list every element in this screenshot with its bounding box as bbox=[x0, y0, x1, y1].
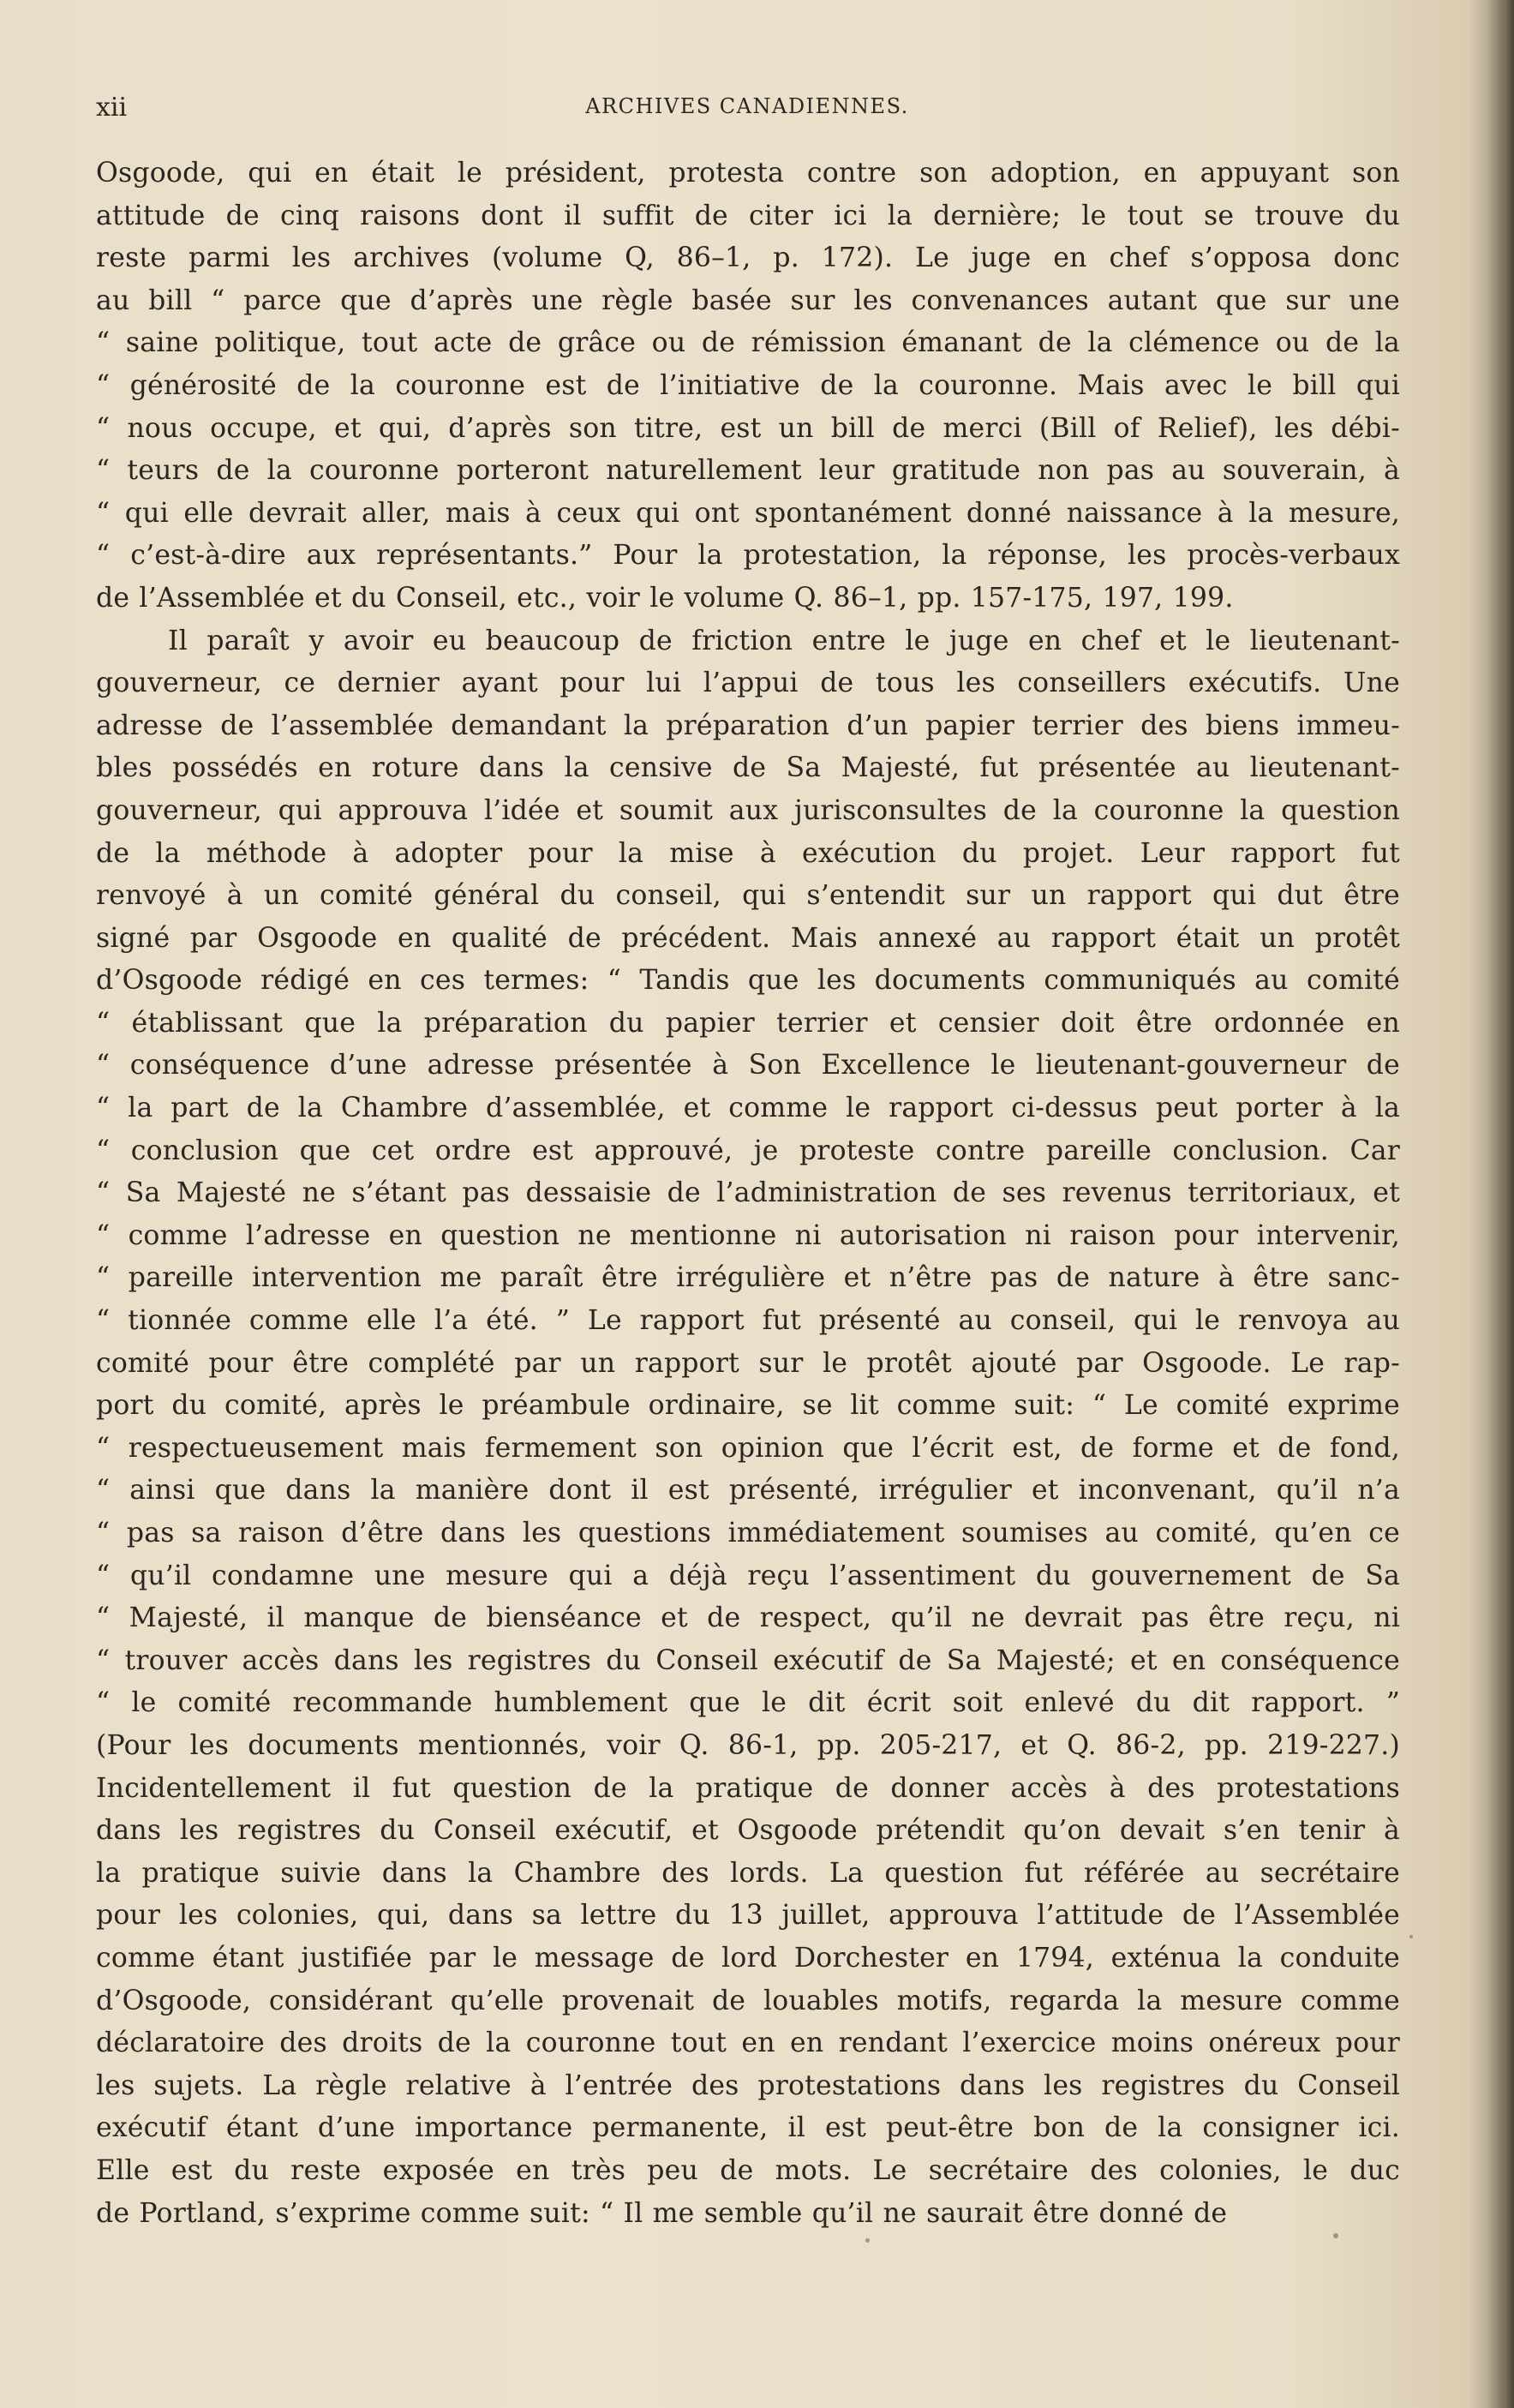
text-line: Incidentellement il fut question de la pratique de donner accès à des protestations bbox=[96, 1772, 1400, 1804]
page-number: xii bbox=[96, 93, 128, 123]
text-line: “ qui elle devrait aller, mais à ceux qui ont spontanément donné naissance à la mesure, bbox=[96, 497, 1400, 529]
text-line: “ tionnée comme elle l’a été. ” Le rapport fut présenté au conseil, qui le renvoya au bbox=[96, 1305, 1400, 1337]
text-line: les sujets. La règle relative à l’entrée des protestations dans les registres du Conseil bbox=[96, 2070, 1400, 2101]
text-line: comme étant justifiée par le message de lord Dorchester en 1794, exténua la conduite bbox=[96, 1942, 1400, 1974]
page-header bbox=[96, 93, 1398, 127]
text-line: “ respectueusement mais fermement son opinion que l’écrit est, de forme et de fond, bbox=[96, 1432, 1400, 1464]
text-line: gouverneur, ce dernier ayant pour lui l’appui de tous les conseillers exécutifs. Une bbox=[96, 668, 1400, 699]
text-line: port du comité, après le préambule ordinaire, se lit comme suit: “ Le comité exprime bbox=[96, 1390, 1400, 1422]
text-line: Elle est du reste exposée en très peu de mots. Le secrétaire des colonies, le duc bbox=[96, 2154, 1400, 2186]
text-line: exécutif étant d’une importance permanente, il est peut-être bon de la consigner ici. bbox=[96, 2112, 1400, 2144]
text-line: déclaratoire des droits de la couronne tout en en rendant l’exercice moins onéreux pour bbox=[96, 2028, 1400, 2059]
text-line: “ c’est-à-dire aux représentants.” Pour la protestation, la réponse, les procès-verbaux bbox=[96, 540, 1400, 572]
paragraph-2 bbox=[96, 620, 1400, 2236]
text-line: “ ainsi que dans la manière dont il est présenté, irrégulier et inconvenant, qu’il n’a bbox=[96, 1475, 1400, 1506]
text-line: “ générosité de la couronne est de l’initiative de la couronne. Mais avec le bill qui bbox=[96, 369, 1400, 401]
paper-speck bbox=[865, 2238, 870, 2243]
text-line: d’Osgoode rédigé en ces termes: “ Tandis que les documents communiqués au comité bbox=[96, 965, 1400, 997]
text-line: comité pour être complété par un rapport sur le protêt ajouté par Osgoode. Le rap- bbox=[96, 1347, 1400, 1379]
paper-speck bbox=[1333, 2233, 1338, 2238]
text-line: pour les colonies, qui, dans sa lettre du 13 juillet, approuva l’attitude de l’Assemblée bbox=[96, 1900, 1400, 1932]
text-line: “ conclusion que cet ordre est approuvé, je proteste contre pareille conclusion. Car bbox=[96, 1135, 1400, 1166]
running-head: ARCHIVES CANADIENNES. bbox=[585, 94, 909, 118]
text-line: d’Osgoode, considérant qu’elle provenait de louables motifs, regarda la mesure comme bbox=[96, 1985, 1400, 2016]
text-line: de Portland, s’exprime comme suit: “ Il me semble qu’il ne saurait être donné de bbox=[96, 2197, 1228, 2229]
text-line: “ Sa Majesté ne s’étant pas dessaisie de l’administration de ses revenus territoriaux, et bbox=[96, 1177, 1400, 1209]
text-line: au bill “ parce que d’après une règle basée sur les convenances autant que sur une bbox=[96, 285, 1400, 316]
text-line: “ qu’il condamne une mesure qui a déjà reçu l’assentiment du gouvernement de Sa bbox=[96, 1560, 1400, 1591]
text-line: “ trouver accès dans les registres du Conseil exécutif de Sa Majesté; et en conséquence bbox=[96, 1644, 1400, 1676]
text-line: gouverneur, qui approuva l’idée et soumit aux jurisconsultes de la couronne la question bbox=[96, 794, 1400, 826]
text-line: de la méthode à adopter pour la mise à exécution du projet. Leur rapport fut bbox=[96, 837, 1400, 869]
text-line: attitude de cinq raisons dont il suffit de citer ici la dernière; le tout se trouve du bbox=[96, 200, 1400, 231]
text-line: “ le comité recommande humblement que le dit écrit soit enlevé du dit rapport. ” bbox=[96, 1687, 1400, 1719]
text-line: dans les registres du Conseil exécutif, et Osgoode prétendit qu’on devait s’en tenir à bbox=[96, 1815, 1400, 1847]
text-line: “ teurs de la couronne porteront naturellement leur gratitude non pas au souverain, à bbox=[96, 455, 1400, 487]
text-line: “ nous occupe, et qui, d’après son titre, est un bill de merci (Bill of Relief), les débi- bbox=[96, 412, 1400, 444]
text-line: “ pas sa raison d’être dans les questions immédiatement soumises au comité, qu’en ce bbox=[96, 1518, 1400, 1548]
text-line: adresse de l’assemblée demandant la préparation d’un papier terrier des biens immeu- bbox=[96, 710, 1400, 741]
page-edge-shadow bbox=[1488, 0, 1514, 2408]
text-line: renvoyé à un comité général du conseil, qui s’entendit sur un rapport qui dut être bbox=[96, 880, 1400, 912]
text-line: “ la part de la Chambre d’assemblée, et comme le rapport ci-dessus peut porter à la bbox=[96, 1093, 1400, 1124]
text-line: “ établissant que la préparation du papier terrier et censier doit être ordonnée en bbox=[96, 1007, 1400, 1039]
text-line: bles possédés en roture dans la censive de Sa Majesté, fut présentée au lieutenant- bbox=[96, 752, 1400, 784]
text-line: (Pour les documents mentionnés, voir Q. 86-1, pp. 205-217, et Q. 86-2, pp. 219-227.) bbox=[96, 1729, 1400, 1761]
text-line: signé par Osgoode en qualité de précédent. Mais annexé au rapport était un protêt bbox=[96, 922, 1400, 954]
text-line: de l’Assemblée et du Conseil, etc., voir le volume Q. 86–1, pp. 157-175, 197, 199. bbox=[96, 582, 1234, 614]
text-line: reste parmi les archives (volume Q, 86–1, p. 172). Le juge en chef s’opposa donc bbox=[96, 243, 1400, 274]
paper-speck bbox=[1409, 1935, 1413, 1938]
text-line: Osgoode, qui en était le président, protesta contre son adoption, en appuyant son bbox=[96, 158, 1400, 189]
text-line: la pratique suivie dans la Chambre des lords. La question fut référée au secrétaire bbox=[96, 1857, 1400, 1889]
body-text bbox=[96, 153, 1400, 2235]
text-line: “ comme l’adresse en question ne mentionne ni autorisation ni raison pour intervenir, bbox=[96, 1219, 1400, 1251]
text-line: “ saine politique, tout acte de grâce ou de rémission émanant de la clémence ou de la bbox=[96, 327, 1400, 359]
text-line: “ conséquence d’une adresse présentée à Son Excellence le lieutenant-gouverneur de bbox=[96, 1050, 1400, 1081]
text-line: Il paraît y avoir eu beaucoup de friction entre le juge en chef et le lieutenant- bbox=[168, 625, 1400, 656]
text-line: “ Majesté, il manque de bienséance et de respect, qu’il ne devrait pas être reçu, ni bbox=[96, 1602, 1400, 1634]
paragraph-1 bbox=[96, 153, 1400, 620]
text-line: “ pareille intervention me paraît être irrégulière et n’être pas de nature à être sanc- bbox=[96, 1262, 1400, 1294]
